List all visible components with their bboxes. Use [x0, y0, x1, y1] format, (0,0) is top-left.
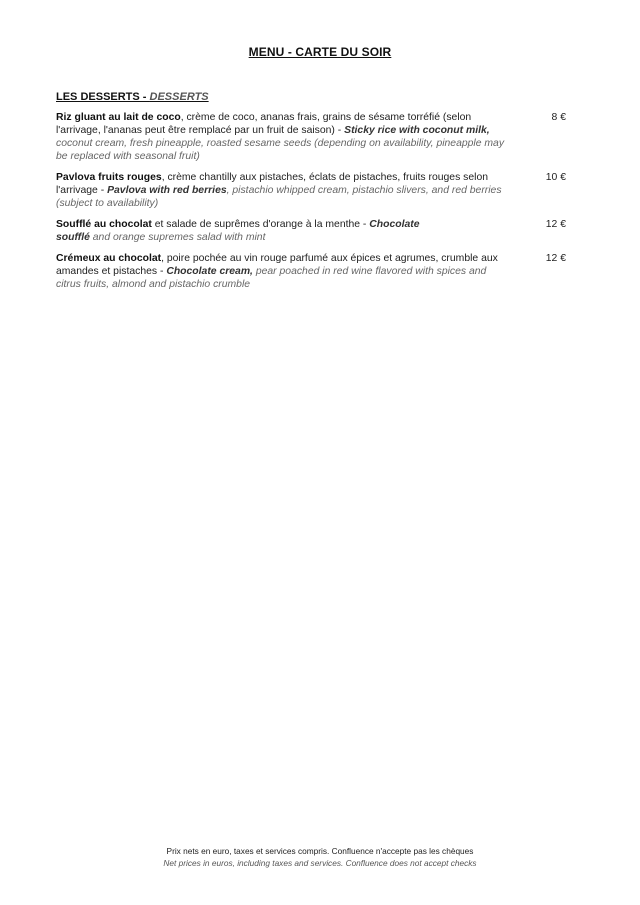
footer-note-fr: Prix nets en euro, taxes et services compris. Confluence n'accepte pas les chèques — [166, 846, 474, 856]
dish-name-fr: Pavlova fruits rouges — [56, 172, 162, 183]
section-title — [56, 91, 209, 103]
dish-description-fr: , crème chantilly aux pistaches, éclats de pistaches, fruits rouges selon l'arrivage - — [56, 172, 488, 196]
dish-description-en: coconut cream, fresh pineapple, roasted sesame seeds (depending on availability, pineapple may be replaced with seasonal fruit) — [56, 138, 505, 162]
menu-item — [56, 111, 566, 163]
dish-name-fr: Soufflé au chocolat — [56, 219, 152, 230]
dish-name-fr: Riz gluant au lait de coco — [56, 112, 181, 123]
page-title: MENU - CARTE DU SOIR — [248, 45, 392, 59]
dish-name-en: Sticky rice with coconut milk, — [344, 125, 490, 136]
dish-description-fr: , poire pochée au vin rouge parfumé aux épices et agrumes, crumble aux amandes et pistaches - — [56, 253, 498, 277]
dish-price: 8 € — [551, 112, 566, 123]
menu-item — [56, 218, 566, 244]
menu-item — [56, 171, 566, 210]
dish-price: 10 € — [545, 172, 566, 183]
dish-description-en: , pistachio whipped cream, pistachio slivers, and red berries (subject to availability) — [56, 185, 502, 209]
dish-name-fr: Crémeux au chocolat — [56, 253, 162, 264]
footer — [0, 845, 640, 869]
dish-description-fr: et salade de suprêmes d'orange à la menthe - — [151, 219, 370, 230]
dish-name-en: Chocolate cream, — [166, 266, 253, 277]
footer-note-en: Net prices in euros, including taxes and services. Confluence does not accept checks — [163, 858, 477, 868]
dish-description-en: pear poached in red wine flavored with spices and citrus fruits, almond and pistachio crumble — [56, 266, 487, 290]
dish-price: 12 € — [545, 253, 566, 264]
dish-name-en: Chocolate soufflé — [56, 219, 420, 243]
dish-description-fr: , crème de coco, ananas frais, grains de sésame torréfié (selon l'arrivage, l'ananas peut être remplacé par un fruit de saison) - — [56, 112, 472, 136]
dish-price: 12 € — [545, 219, 566, 230]
menu-item-description — [56, 218, 441, 244]
menu-items-list — [56, 111, 566, 299]
section-title-en: DESSERTS — [149, 91, 209, 103]
section-title-fr: LES DESSERTS - — [56, 91, 150, 103]
dish-name-en: Pavlova with red berries — [107, 185, 227, 196]
menu-item-description — [56, 252, 511, 291]
dish-description-en: and orange supremes salad with mint — [89, 232, 266, 243]
menu-item-description — [56, 171, 511, 210]
menu-item-description — [56, 111, 511, 163]
menu-item — [56, 252, 566, 291]
